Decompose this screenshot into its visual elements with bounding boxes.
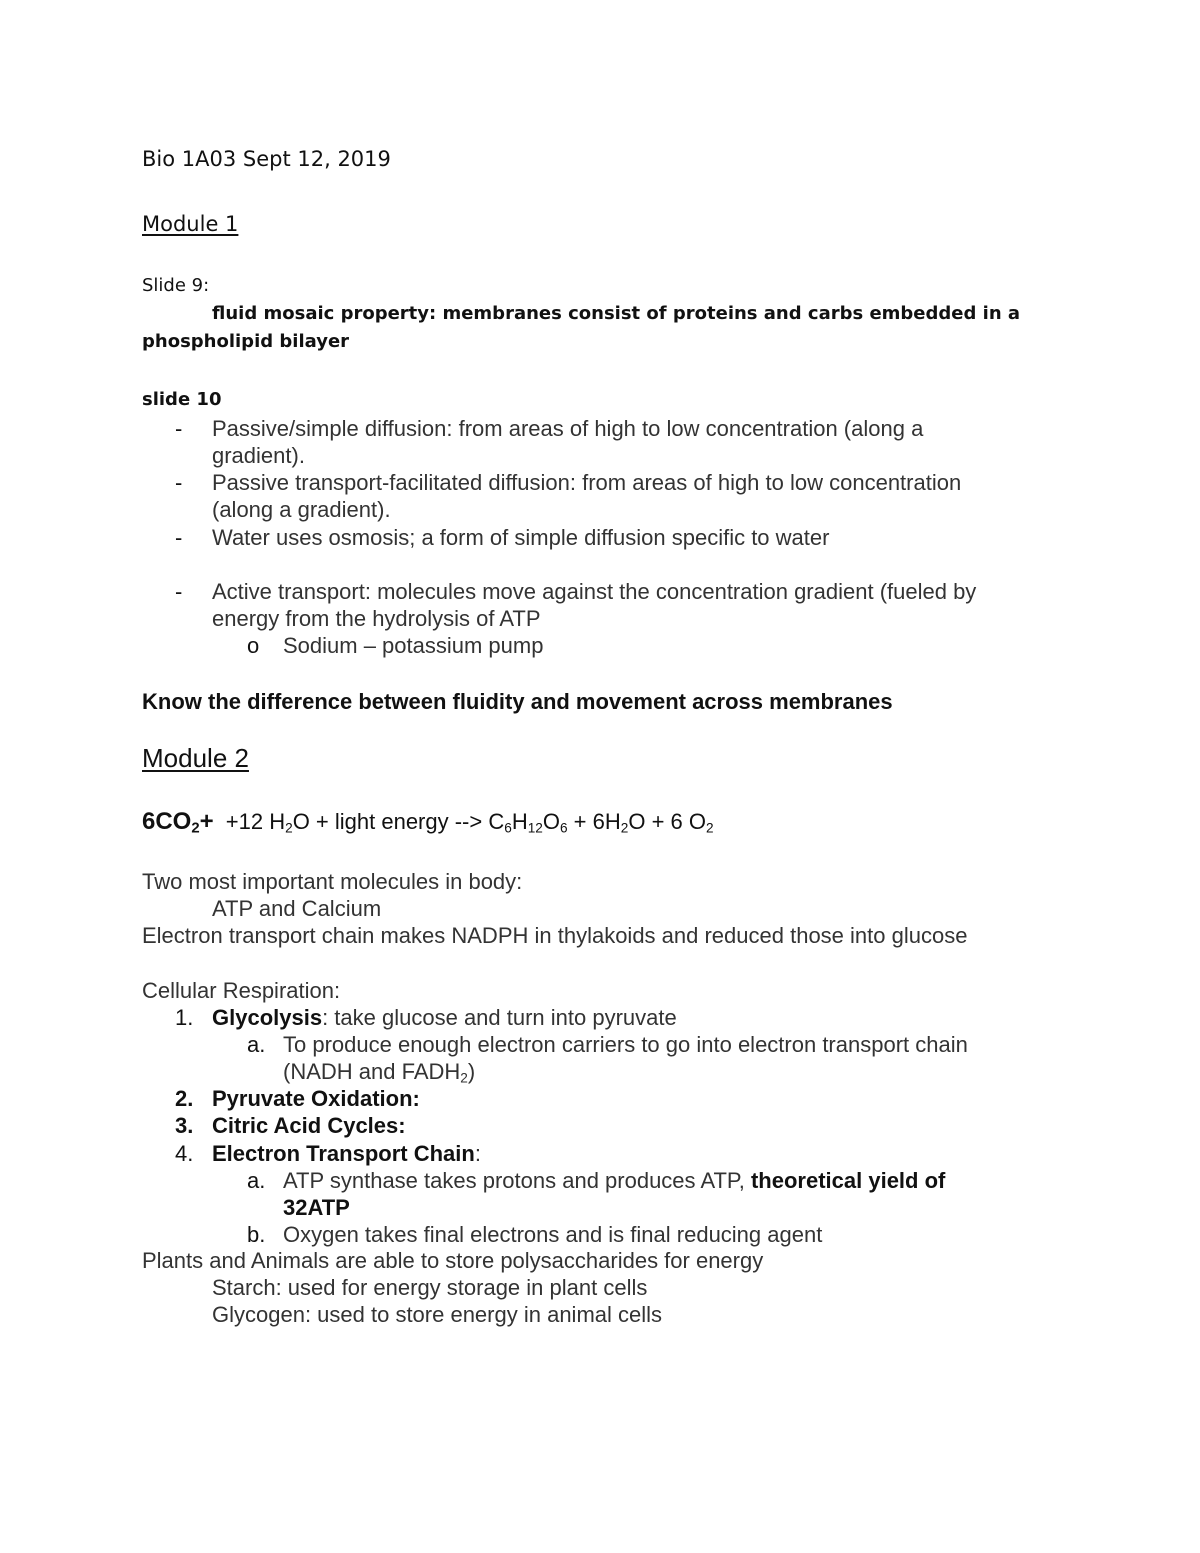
module-2-heading: Module 2 xyxy=(142,743,249,773)
list-item-line: (along a gradient). xyxy=(212,497,391,522)
list-item-line: Passive/simple diffusion: from areas of high to low concentration (along a xyxy=(212,416,924,441)
respiration-step-4: Electron Transport Chain: xyxy=(212,1141,481,1166)
molecules-label: Two most important molecules in body: xyxy=(142,869,523,894)
respiration-step-4a-line-2: 32ATP xyxy=(283,1195,350,1220)
step-number: 2. xyxy=(175,1086,194,1111)
respiration-step-2: Pyruvate Oxidation: xyxy=(212,1086,420,1111)
list-item-line: Passive transport-facilitated diffusion: from areas of high to low concentration xyxy=(212,470,962,495)
respiration-step-1a-line-2: (NADH and $FADH_2$) xyxy=(283,1059,476,1086)
list-item-line: gradient). xyxy=(212,443,305,468)
bullet-marker: - xyxy=(175,525,183,550)
bullet-marker: - xyxy=(175,416,183,441)
starch-line: Starch: used for energy storage in plant cells xyxy=(212,1275,648,1300)
list-item-line: Water uses osmosis; a form of simple diffusion specific to water xyxy=(212,525,830,550)
glycogen-line: Glycogen: used to store energy in animal cells xyxy=(212,1302,663,1327)
slide-9-line-2: phospholipid bilayer xyxy=(142,331,350,352)
list-item-line: Active transport: molecules move against the concentration gradient (fueled by xyxy=(212,579,977,604)
step-number: 4. xyxy=(175,1141,194,1166)
slide-10-label: slide 10 xyxy=(142,389,222,410)
slide-9-line-1: fluid mosaic property: membranes consist of proteins and carbs embedded in a xyxy=(212,303,1021,324)
step-number: 3. xyxy=(175,1113,194,1138)
respiration-step-1a-line-1: To produce enough electron carriers to go into electron transport chain xyxy=(283,1032,968,1057)
respiration-step-1: Glycolysis: take glucose and turn into pyruvate xyxy=(212,1005,677,1030)
list-item-line: energy from the hydrolysis of ATP xyxy=(212,606,541,631)
document-title: Bio 1A03 Sept 12, 2019 xyxy=(142,147,391,171)
sub-step-marker: a. xyxy=(247,1168,266,1193)
respiration-step-4b: Oxygen takes final electrons and is final reducing agent xyxy=(283,1222,823,1247)
sub-list-item: Sodium – potassium pump xyxy=(283,633,544,658)
sub-step-marker: a. xyxy=(247,1032,266,1057)
photosynthesis-equation: $6CO_2+ +12$ $H_2O$ + light energy --> $C_6H_{12}O_6 + 6H_2O + 6$ $O_2$ xyxy=(142,808,714,837)
bullet-marker: - xyxy=(175,579,183,604)
respiration-label: Cellular Respiration: xyxy=(142,978,341,1003)
bullet-marker: - xyxy=(175,470,183,495)
module-1-heading: Module 1 xyxy=(142,212,239,236)
etc-line: Electron transport chain makes NADPH in thylakoids and reduced those into glucose xyxy=(142,923,968,948)
module-1-note: Know the difference between fluidity and movement across membranes xyxy=(142,689,893,714)
storage-line: Plants and Animals are able to store polysaccharides for energy xyxy=(142,1248,764,1273)
molecules-value: ATP and Calcium xyxy=(212,896,382,921)
respiration-step-3: Citric Acid Cycles: xyxy=(212,1113,406,1138)
respiration-step-4a: ATP synthase takes protons and produces ATP, theoretical yield of xyxy=(283,1168,946,1193)
step-number: 1. xyxy=(175,1005,194,1030)
sub-bullet-marker: o xyxy=(247,633,260,658)
slide-9-label: Slide 9: xyxy=(142,275,210,296)
sub-step-marker: b. xyxy=(247,1222,266,1247)
